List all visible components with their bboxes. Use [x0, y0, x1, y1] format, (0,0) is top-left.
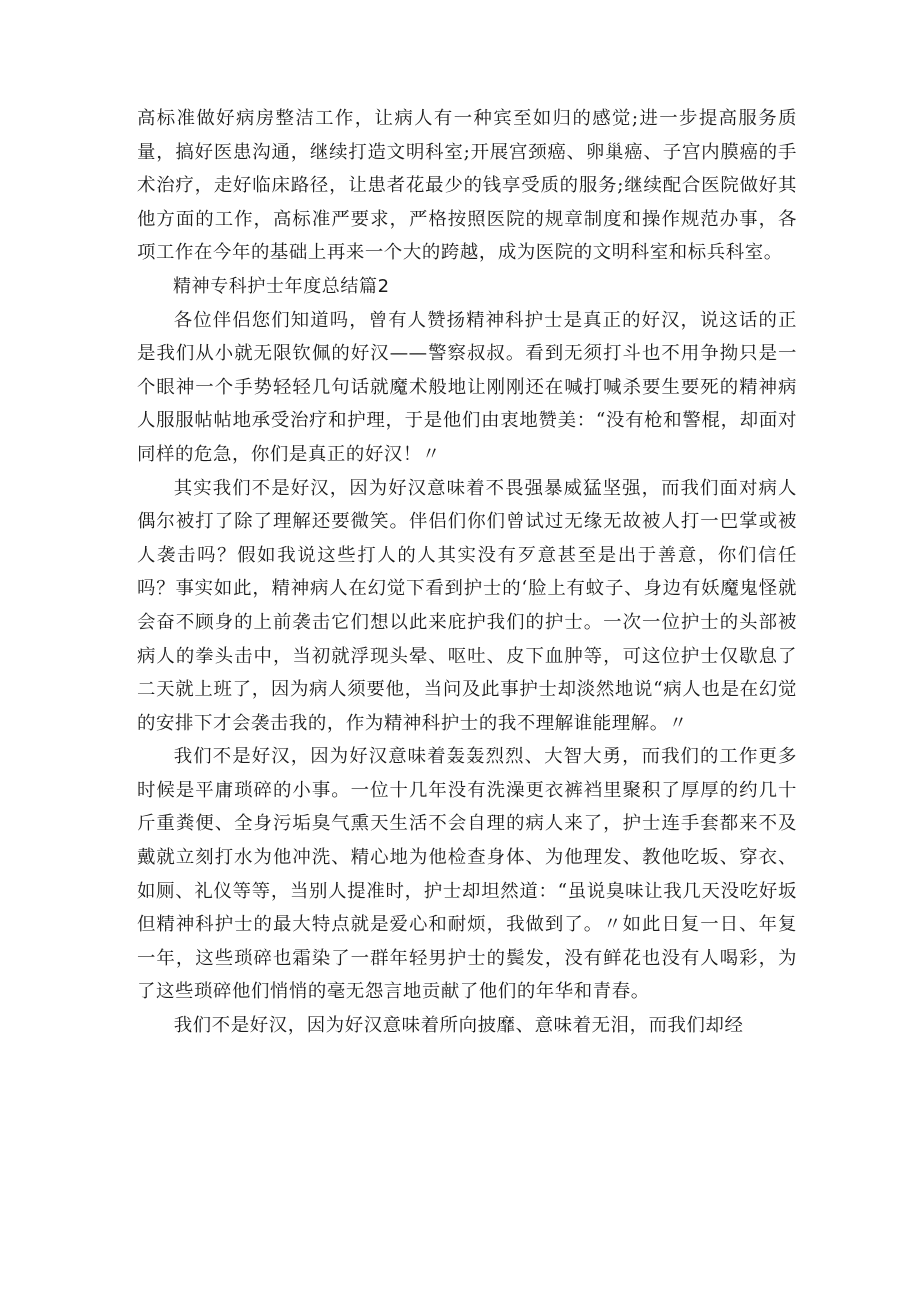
paragraph-not-heroes-tears: 我们不是好汉，因为好汉意味着所向披靡、意味着无泪，而我们却经 [173, 1015, 744, 1037]
paragraph-ward-work: 高标准做好病房整洁工作，让病人有一种宾至如归的感觉;进一步提高服务质量，搞好医患沟通，继续打造文明科室;开展宫颈癌、卵巢癌、子宫内膜癌的手术治疗，走好临床路径，让患者花最少的钱享受质的服务;继续配合医院做好其他方面的工作，高标准严要求，严格按照医院的规章制度和操作规范办事，各项工作在今年的基础上再来一个大的跨越，成为医院的文明科室和标兵科室。 [137, 108, 797, 264]
paragraph-not-heroes-trivial: 我们不是好汉，因为好汉意味着轰轰烈烈、大智大勇，而我们的工作更多时候是平庸琐碎的小事。一位十几年没有洗澡更衣裤裆里聚积了厚厚的约几十斤重粪便、全身污垢臭气熏天生活不会自理的病人来了，护士连手套都来不及戴就立刻打水为他冲洗、精心地为他检查身体、为他理发、教他吃坂、穿衣、如厕、礼仪等等，当别人提准时，护士却坦然道：“虽说臭味让我几天没吃好坂但精神科护士的最大特点就是爱心和耐烦，我做到了。〃如此日复一日、年复一年，这些琐碎也霜染了一群年轻男护士的鬓发，没有鲜花也没有人喝彩，为了这些琐碎他们悄悄的毫无怨言地贡献了他们的年华和青春。 [137, 746, 797, 1003]
paragraph-heroes-praise: 各位伴侣您们知道吗，曾有人赞扬精神科护士是真正的好汉，说这话的正是我们从小就无限钦佩的好汉——警察叔叔。看到无须打斗也不用争拗只是一个眼神一个手势轻轻几句话就魔术般地让刚刚还在喊打喊杀要生要死的精神病人服服帖帖地承受治疗和护理，于是他们由衷地赞美：“没有枪和警棍，却面对同样的危急，你们是真正的好汉！〃 [137, 309, 797, 465]
document-body [137, 102, 797, 1043]
paragraph-not-heroes-attacked: 其实我们不是好汉，因为好汉意味着不畏强暴威猛坚强，而我们面对病人偶尔被打了除了理解还要微笑。伴侣们你们曾试过无缘无故被人打一巴掌或被人袭击吗？假如我说这些打人的人其实没有歹意甚至是出于善意，你们信任吗？事实如此，精神病人在幻觉下看到护士的‘脸上有蚊子、身边有妖魔鬼怪就会奋不顾身的上前袭击它们想以此来庇护我们的护士。一次一位护士的头部被病人的拳头击中，当初就浮现头晕、呕吐、皮下血肿等，可这位护士仅歇息了二天就上班了，因为病人须要他，当问及此事护士却淡然地说“病人也是在幻觉的安排下才会袭击我的，作为精神科护士的我不理解谁能理解。〃 [137, 477, 797, 734]
section-heading: 精神专科护士年度总结篇2 [173, 275, 390, 297]
